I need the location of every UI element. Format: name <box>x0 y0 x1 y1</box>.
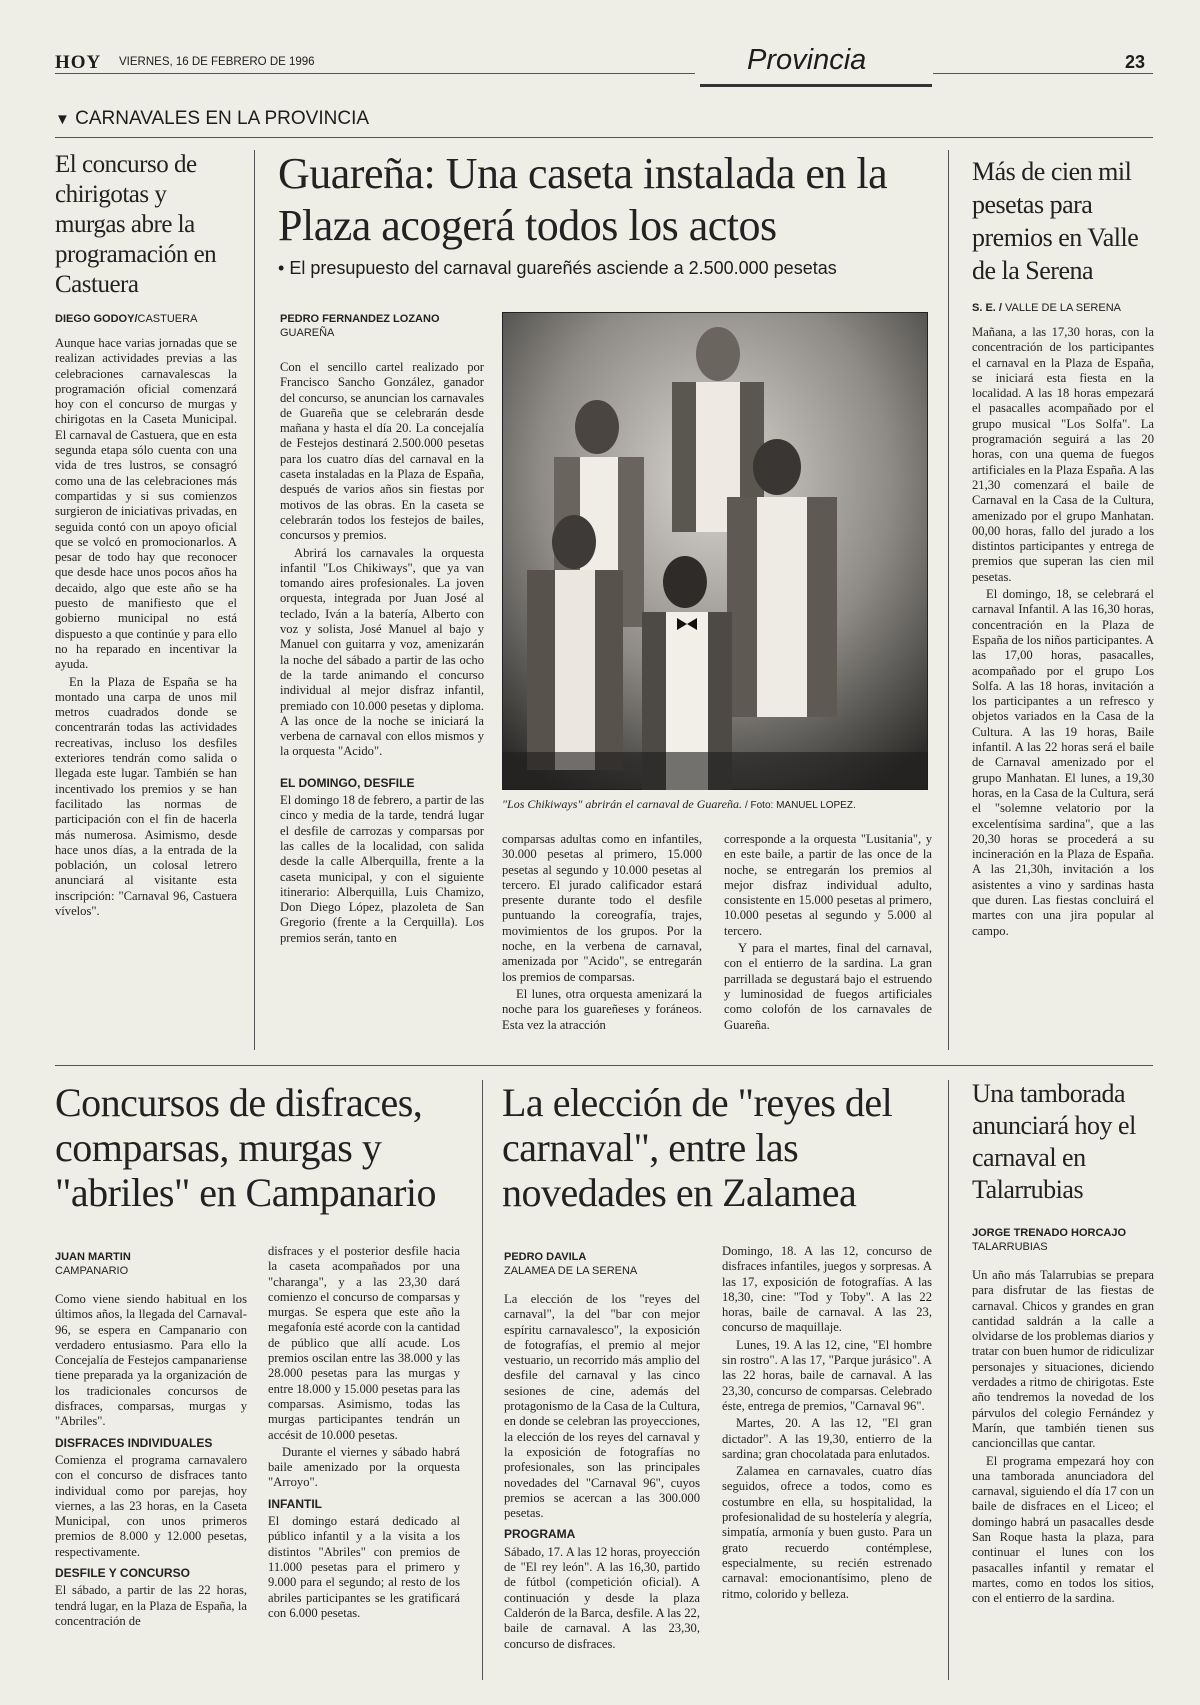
campanario-author: JUAN MARTIN <box>55 1251 131 1263</box>
guarena-subhead <box>278 258 958 279</box>
group-photo-image <box>502 312 928 790</box>
zalamea-paragraph: Sábado, 17. A las 12 horas, proyección de "El rey león". A las 16,30, partido de fútbol (competición oficial). A continuación y desde la plaza Calderón de la Barca, desfile. A las 22, baile de carnaval. A las 23,30, concurso de disfraces. <box>504 1544 700 1651</box>
zalamea-headline: La elección de "reyes del carnaval", entre las novedades en Zalamea <box>502 1080 893 1215</box>
castuera-paragraph: Aunque hace varias jornadas que se realizan actividades previas a las celebraciones carnavalescas la programación oficial comenzará hoy con el concurso de murgas y chirigotas en la Caseta Municipal. El carnaval de Castuera, que en esta segunda etapa sólo cuenta con una vida de tres lustros, se consagró como una de las celebraciones más compartidas y si sus comienzos surgieron de iniciativas privadas, en seguida contó con un apoyo oficial que se volcó en promocionarlos. A pesar de todo hay que reconocer que desde hace unos pocos años ha decaido, algo que este año se ha puesto de manifiesto que el gobierno municipal no está dispuesto a que continúe y para ello no ha reparado en incentivar la ayuda. <box>55 336 237 672</box>
photo-los-chikiways <box>502 312 928 790</box>
header-rule <box>55 73 695 74</box>
article-zalamea <box>502 1080 932 1215</box>
talarrubias-body <box>972 1268 1154 1607</box>
zalamea-paragraph: La elección de los "reyes del carnaval", la del "bar con mejor espíritu carnavalesco", la exposición de fotografías, el premio al mejor vestuario, un recorrido más amplio del desfile del carnaval y las cinco sesiones de cine, además del protagonismo de la Casa de la Cultura, en donde se celebran las proyecciones, la elección de los reyes del carnaval y la exposición de fotografías no profesionales, son las principales novedades del "Carnaval 96", cuyos premios se acercan a las 300.000 pesetas. <box>504 1292 700 1521</box>
campanario-paragraph: Durante el viernes y sábado habrá baile amenizado por la orquesta "Arroyo". <box>268 1444 460 1490</box>
zalamea-location: ZALAMEA DE LA SERENA <box>504 1265 638 1277</box>
zalamea-paragraph: Zalamea en carnavales, cuatro días seguidos, ofrece a todos, como es costumbre en ella, su hospitalidad, la profesionalidad de su hostelería y alegría, simpatía, armonía y buen gusto. Para un grato recuerdo contémplese, especialmente, su recién estrenado carnaval: emocionantísimo, pleno de ritmo, colorido y belleza. <box>722 1464 932 1601</box>
section-title: Provincia <box>747 44 867 76</box>
zalamea-byline <box>504 1250 704 1278</box>
kicker <box>55 108 369 130</box>
campanario-subheading: DESFILE Y CONCURSO <box>55 1566 190 1581</box>
header-date: VIERNES, 16 DE FEBRERO DE 1996 <box>119 56 315 68</box>
castuera-paragraph: En la Plaza de España se ha montado una carpa de unos mil metros cuadrados donde se concentrarán todas las actividades recreativas, incluso los desfiles exteriores tendrán como salida o llegada este lugar. También se han incentivado los premios y se han facilitado las normas de participación con el fin de hacerla más numerosa. Asimismo, desde hace unos días, a la entrada de la población, un colosal letrero anunciará al visitante esta inscripción: "Carnaval 96, Castuera vívelos". <box>55 674 237 918</box>
guarena-column-3 <box>724 832 932 1035</box>
castuera-body <box>55 336 237 919</box>
valle-body <box>972 325 1154 939</box>
campanario-paragraph: Como viene siendo habitual en los últimos años, la llegada del Carnaval-96, se espera en Campanario con verdadero entusiasmo. Para ello la Concejalía de Festejos campanariense tiene preparada ya la organización de los tradicionales concursos de disfraces, comparsas, murgas y "Abriles". <box>55 1292 247 1429</box>
campanario-paragraph: El sábado, a partir de las 22 horas, tendrá lugar, en la Plaza de España, la concentración de <box>55 1583 247 1628</box>
castuera-author: DIEGO GODOY/ <box>55 313 138 325</box>
article-campanario <box>55 1080 475 1215</box>
guarena-paragraph: comparsas adultas como en infantiles, 30.000 pesetas al primero, 15.000 pesetas al segundo y 10.000 pesetas al tercero. El jurado calificador estará presente durante todo el desfile puntuando la coreografía, trajes, movimientos de los grupos. Por la noche, en la verbena de carnaval, amenizada por "Acido", se entregarán los premios de comparsas. <box>502 832 702 984</box>
zalamea-author: PEDRO DAVILA <box>504 1251 587 1263</box>
campanario-headline: Concursos de disfraces, comparsas, murgas y "abriles" en Campanario <box>55 1080 437 1215</box>
valle-author: S. E. / <box>972 302 1002 314</box>
guarena-paragraph: corresponde a la orquesta "Lusitania", y en este baile, a partir de las once de la noche, se entregarán los premios al mejor disfraz individual adulto, consistente en 15.000 pesetas al primero, 10.000 pesetas al segundo y 5.000 al tercero. <box>724 832 932 938</box>
column-rule <box>948 1080 949 1680</box>
zalamea-paragraph: Domingo, 18. A las 12, concurso de disfraces infantiles, juegos y sorpresas. A las 17, exposición de fotografías. A las 18,30, cine: "Tod y Toby". A las 22 horas, baile de carnaval. A las 23, concurso de maquillaje. <box>722 1244 932 1335</box>
guarena-subhead-text: El presupuesto del carnaval guareñés asciende a 2.500.000 pesetas <box>289 258 837 278</box>
column-rule <box>254 150 255 1050</box>
campanario-paragraph: disfraces y el posterior desfile hacia la caseta acompañados por una "charanga", y a las 23,30 dará comienzo el concurso de comparsas y murgas. Se espera que este año la megafonía esté acorde con la cantidad de público que allí acude. Los premios oscilan entre las 38.000 y las 28.000 pesetas para las murgas y entre 18.000 y 15.000 pesetas para las comparsas. Asimismo, todas las murgas participantes tendrán un accésit de 10.000 pesetas. <box>268 1244 460 1442</box>
guarena-column-1 <box>280 360 484 948</box>
talarrubias-author: JORGE TRENADO HORCAJO <box>972 1227 1127 1239</box>
column-rule <box>948 150 949 1050</box>
campanario-paragraph: El domingo estará dedicado al público infantil y a la visita a los distintos "Abriles" con premios de 11.000 pesetas para el primero y 9.000 para el segundo; al resto de los abriles participantes se les gratificará con 6.000 pesetas. <box>268 1514 460 1620</box>
zalamea-column-1 <box>504 1292 700 1654</box>
zalamea-subheading: PROGRAMA <box>504 1527 576 1542</box>
header-rule-right <box>933 73 1153 74</box>
photo-caption <box>502 797 932 812</box>
campanario-subheading: DISFRACES INDIVIDUALES <box>55 1435 213 1450</box>
zalamea-column-2 <box>722 1244 932 1604</box>
caption-credit: / Foto: MANUEL LOPEZ. <box>744 800 856 811</box>
caption-text: "Los Chikiways" abrirán el carnaval de Guareña. <box>502 797 742 811</box>
valle-paragraph: El domingo, 18, se celebrará el carnaval Infantil. A las 16,30 horas, concentración en la Plaza de España de los niños participantes. A las 17,00 horas, pasacalles, acompañado por el grupo Los Solfa. A las 18 horas, invitación a los participantes a un refresco y objetos variados en la Casa de la Cultura. A las 19 horas, Baile infantil. A las 22 horas será el baile de Carnaval amenizado por el grupo Manhatan. El lunes, a 19,30 horas, en la Casa de la Cultura, será el "solemne velatorio por la excelentísima sardina", que a las 20,30 horas se procederá a su incineración en la Plaza de España. A las 21,30h, invitación a los asistentes a vino y sardinas hasta que duren. Las fiestas concluirá el martes con una jira popular al campo. <box>972 587 1154 938</box>
zalamea-paragraph: Martes, 20. A las 12, "El gran dictador". A las 19,30, entierro de la sardina; gran chocolatada para enlutados. <box>722 1416 932 1461</box>
castuera-location: CASTUERA <box>137 313 198 325</box>
masthead-logo: HOY <box>55 52 102 73</box>
castuera-headline: El concurso de chirigotas y murgas abre la programación en Castuera <box>55 151 217 298</box>
guarena-headline: Guareña: Una caseta instalada en la Plaza acogerá todos los actos <box>278 149 888 250</box>
zalamea-paragraph: Lunes, 19. A las 12, cine, "El hombre sin rostro". A las 17, "Parque jurásico". A las 22 horas, baile de carnaval. A las 23,30, concurso de comparsas. Celebrado éste, entrega de premios, "Carnaval 96". <box>722 1337 932 1413</box>
valle-location: VALLE DE LA SERENA <box>1005 302 1121 314</box>
guarena-paragraph: El lunes, otra orquesta amenizará la noche para los guareñeses y foráneos. Esta vez la atracción <box>502 986 702 1032</box>
triangle-down-icon: ▼ <box>55 111 70 128</box>
talarrubias-headline: Una tamborada anunciará hoy el carnaval en Talarrubias <box>972 1079 1136 1204</box>
campanario-paragraph: Comienza el programa carnavalero con el concurso de disfraces tanto individual como por parejas, hoy viernes, a las 23 horas, en la Caseta Municipal, con unos primeros premios de 8.000 y 12.000 pesetas, respectivamente. <box>55 1452 247 1559</box>
campanario-column-2 <box>268 1244 460 1623</box>
campanario-column-1 <box>55 1292 247 1631</box>
guarena-paragraph: El domingo 18 de febrero, a partir de las cinco y media de la tarde, tendrá lugar el desfile de carrozas y comparsas por las calles de la localidad, con salida desde la calle Alberquilla, frente a la caseta municipal, y con el siguiente itinerario: Alberquilla, Luis Chamizo, Don Diego López, plazoleta de San Gregorio (frente a la Cerquilla). Los premios serán, tanto en <box>280 793 484 945</box>
article-valle <box>972 155 1154 941</box>
kicker-text: CARNAVALES EN LA PROVINCIA <box>75 108 370 129</box>
valle-headline: Más de cien mil pesetas para premios en Valle de la Serena <box>972 157 1139 285</box>
kicker-rule <box>55 137 1153 138</box>
guarena-byline <box>280 312 480 340</box>
valle-byline <box>972 301 1154 315</box>
campanario-byline <box>55 1250 255 1278</box>
article-guarena <box>278 148 958 279</box>
guarena-paragraph: Abrirá los carnavales la orquesta infantil "Los Chikiways", que ya van tomando aires profesionales. La joven orquesta, integrada por Juan José al teclado, Iván a la batería, Alberto con voz y solista, José Manuel al bajo y Manuel con guitarra y voz, amenizarán la noche del sábado a partir de las ocho de la tarde animando el concurso individual al mejor disfraz infantil, premiado con 10.000 pesetas y diploma. A las once de la noche se iniciará la verbena de carnaval con ellos mismos y la orquesta "Acido". <box>280 545 484 759</box>
talarrubias-paragraph: El programa empezará hoy con una tamborada anunciadora del carnaval, siguiendo el día 17 con un baile de disfraces en el Liceo; el domingo habrá un pasacalles desde San Roque hasta la plaza, para continuar el lunes con los pasacalles infantil y rematar el martes, como en todos los sitios, con el entierro de la sardina. <box>972 1453 1154 1606</box>
column-rule <box>482 1080 483 1680</box>
guarena-location: GUAREÑA <box>280 327 335 339</box>
talarrubias-paragraph: Un año más Talarrubias se prepara para disfrutar de las fiestas de carnaval. Chicos y grandes en gran cantidad saldrán a la calle a olvidarse de los problemas diarios y tratar con buen humor de ridiculizar personajes y situaciones, diciendo verdades a ritmo de chirigotas. Este año tendremos la novedad de los párvulos del colegio Fernández y Marín, que también tienen sus cancioncillas que cantar. <box>972 1268 1154 1451</box>
castuera-byline <box>55 312 237 326</box>
section-divider <box>55 1065 1153 1066</box>
campanario-subheading: INFANTIL <box>268 1496 322 1511</box>
talarrubias-location: TALARRUBIAS <box>972 1241 1048 1253</box>
guarena-paragraph: Y para el martes, final del carnaval, con el entierro de la sardina. La gran parrillada se degustará bajo el estruendo y luminosidad de fuegos artificiales como colofón de los carnavales de Guareña. <box>724 941 932 1032</box>
bullet-icon: • <box>278 258 285 278</box>
article-talarrubias <box>972 1078 1154 1609</box>
article-castuera <box>55 150 237 921</box>
guarena-paragraph: Con el sencillo cartel realizado por Francisco Sancho González, ganador del concurso, se anuncian los carnavales de Guareña que se celebrarán desde mañana y hasta el día 20. La concejalía de Festejos destinará 2.500.000 pesetas para los cuatro días del carnaval en la caseta instaladas en la Plaza de España, después de varios años sin fiestas por motivos de las obras. En la caseta se celebrarán todos los festejos de bailes, concursos y premios. <box>280 360 484 543</box>
talarrubias-byline <box>972 1226 1154 1254</box>
page-number: 23 <box>1125 52 1146 72</box>
section-underline <box>700 84 932 87</box>
guarena-column-2 <box>502 832 702 1035</box>
guarena-author: PEDRO FERNANDEZ LOZANO <box>280 313 440 325</box>
valle-paragraph: Mañana, a las 17,30 horas, con la concentración de los participantes el carnaval en la Plaza de España, se iniciará esta fiesta en la localidad. A las 18 horas empezará el pasacalles acompañado por el grupo musical "Los Solfa". La programación seguirá a las 20 horas, con una quema de fuegos artificiales en la Plaza España. A las 21,30 comenzará el baile de Carnaval en la Casa de la Cultura, amenizado por el grupo Manhatan. 00,00 horas, fallo del jurado a los distintos participantes y entrega de premios que superan las cien mil pesetas. <box>972 325 1154 584</box>
campanario-location: CAMPANARIO <box>55 1265 129 1277</box>
guarena-subheading-domingo: EL DOMINGO, DESFILE <box>280 775 415 790</box>
